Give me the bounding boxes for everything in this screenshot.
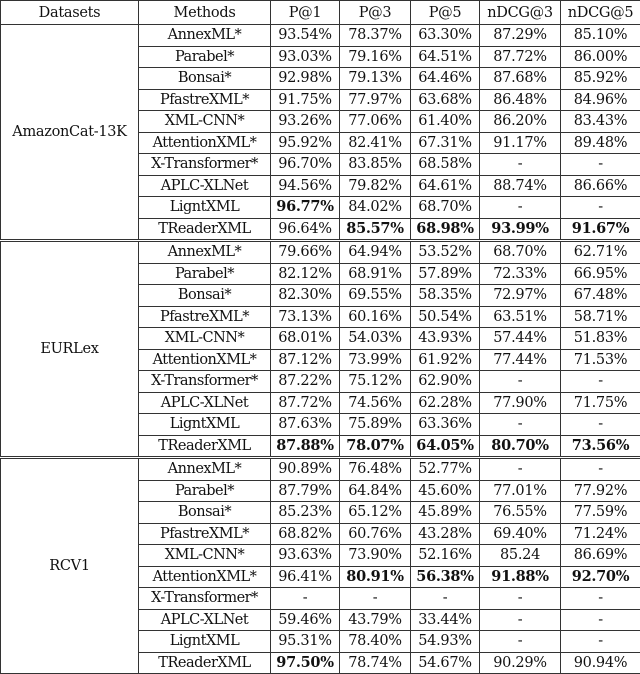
metric-cell: 87.72% bbox=[271, 392, 340, 414]
metric-cell: 63.68% bbox=[411, 89, 480, 111]
metric-cell: 64.94% bbox=[340, 241, 411, 264]
metric-cell: 87.68% bbox=[480, 68, 561, 90]
metric-cell: 63.30% bbox=[411, 25, 480, 47]
metric-cell: 72.33% bbox=[480, 263, 561, 285]
metric-cell: 85.24 bbox=[480, 545, 561, 567]
metric-cell: 90.94% bbox=[561, 652, 640, 674]
metric-cell: 78.07% bbox=[340, 435, 411, 458]
metric-cell: 43.93% bbox=[411, 328, 480, 350]
metric-cell: 89.48% bbox=[561, 132, 640, 154]
metric-cell: 77.01% bbox=[480, 480, 561, 502]
metric-cell: - bbox=[561, 458, 640, 481]
metric-cell: 64.61% bbox=[411, 175, 480, 197]
method-cell: AnnexML* bbox=[139, 25, 271, 47]
metric-cell: 79.66% bbox=[271, 241, 340, 264]
metric-cell: 96.64% bbox=[271, 218, 340, 241]
metric-cell: 68.01% bbox=[271, 328, 340, 350]
metric-cell: 67.31% bbox=[411, 132, 480, 154]
method-cell: TReaderXML bbox=[139, 218, 271, 241]
metric-cell: 80.91% bbox=[340, 566, 411, 588]
metric-cell: 68.91% bbox=[340, 263, 411, 285]
metric-cell: - bbox=[480, 631, 561, 653]
header-row bbox=[1, 1, 640, 25]
metric-cell: 95.31% bbox=[271, 631, 340, 653]
metric-cell: 95.92% bbox=[271, 132, 340, 154]
metric-cell: 54.93% bbox=[411, 631, 480, 653]
method-cell: APLC-XLNet bbox=[139, 392, 271, 414]
metric-cell: 43.79% bbox=[340, 609, 411, 631]
method-cell: APLC-XLNet bbox=[139, 175, 271, 197]
method-cell: TReaderXML bbox=[139, 435, 271, 458]
metric-cell: 84.96% bbox=[561, 89, 640, 111]
column-header: nDCG@3 bbox=[480, 1, 561, 25]
metric-cell: 64.84% bbox=[340, 480, 411, 502]
metric-cell: - bbox=[340, 588, 411, 610]
metric-cell: 86.00% bbox=[561, 46, 640, 68]
metric-cell: 64.05% bbox=[411, 435, 480, 458]
metric-cell: 82.12% bbox=[271, 263, 340, 285]
metric-cell: 62.90% bbox=[411, 371, 480, 393]
method-cell: PfastreXML* bbox=[139, 306, 271, 328]
metric-cell: - bbox=[561, 414, 640, 436]
metric-cell: - bbox=[480, 414, 561, 436]
metric-cell: 92.70% bbox=[561, 566, 640, 588]
metric-cell: 93.03% bbox=[271, 46, 340, 68]
metric-cell: 65.12% bbox=[340, 502, 411, 524]
metric-cell: 93.99% bbox=[480, 218, 561, 241]
column-header: Datasets bbox=[1, 1, 139, 25]
column-header: P@1 bbox=[271, 1, 340, 25]
column-header: Methods bbox=[139, 1, 271, 25]
metric-cell: 76.48% bbox=[340, 458, 411, 481]
metric-cell: - bbox=[561, 371, 640, 393]
metric-cell: 91.75% bbox=[271, 89, 340, 111]
column-header: P@3 bbox=[340, 1, 411, 25]
metric-cell: 87.22% bbox=[271, 371, 340, 393]
method-cell: Parabel* bbox=[139, 480, 271, 502]
method-cell: LigntXML bbox=[139, 631, 271, 653]
metric-cell: - bbox=[561, 154, 640, 176]
metric-cell: 92.98% bbox=[271, 68, 340, 90]
metric-cell: 76.55% bbox=[480, 502, 561, 524]
metric-cell: 50.54% bbox=[411, 306, 480, 328]
metric-cell: 77.06% bbox=[340, 111, 411, 133]
metric-cell: 56.38% bbox=[411, 566, 480, 588]
metric-cell: 86.69% bbox=[561, 545, 640, 567]
metric-cell: 33.44% bbox=[411, 609, 480, 631]
metric-cell: - bbox=[480, 371, 561, 393]
metric-cell: - bbox=[480, 154, 561, 176]
method-cell: Bonsai* bbox=[139, 285, 271, 307]
table-row bbox=[1, 241, 640, 264]
metric-cell: 68.70% bbox=[480, 241, 561, 264]
metric-cell: 75.89% bbox=[340, 414, 411, 436]
metric-cell: 53.52% bbox=[411, 241, 480, 264]
metric-cell: 85.10% bbox=[561, 25, 640, 47]
metric-cell: 57.89% bbox=[411, 263, 480, 285]
metric-cell: 83.43% bbox=[561, 111, 640, 133]
metric-cell: 74.56% bbox=[340, 392, 411, 414]
metric-cell: 69.55% bbox=[340, 285, 411, 307]
metric-cell: 87.63% bbox=[271, 414, 340, 436]
metric-cell: 96.77% bbox=[271, 197, 340, 219]
metric-cell: 77.44% bbox=[480, 349, 561, 371]
metric-cell: - bbox=[480, 197, 561, 219]
metric-cell: 78.74% bbox=[340, 652, 411, 674]
dataset-cell: AmazonCat-13K bbox=[1, 25, 139, 241]
metric-cell: 80.70% bbox=[480, 435, 561, 458]
metric-cell: 68.70% bbox=[411, 197, 480, 219]
metric-cell: 93.26% bbox=[271, 111, 340, 133]
dataset-cell: RCV1 bbox=[1, 458, 139, 674]
metric-cell: 88.74% bbox=[480, 175, 561, 197]
metric-cell: 58.71% bbox=[561, 306, 640, 328]
metric-cell: 90.89% bbox=[271, 458, 340, 481]
column-header: P@5 bbox=[411, 1, 480, 25]
method-cell: AttentionXML* bbox=[139, 349, 271, 371]
metric-cell: 72.97% bbox=[480, 285, 561, 307]
table-row bbox=[1, 25, 640, 47]
metric-cell: 78.37% bbox=[340, 25, 411, 47]
metric-cell: 85.57% bbox=[340, 218, 411, 241]
metric-cell: 87.88% bbox=[271, 435, 340, 458]
metric-cell: 86.20% bbox=[480, 111, 561, 133]
metric-cell: 79.82% bbox=[340, 175, 411, 197]
method-cell: APLC-XLNet bbox=[139, 609, 271, 631]
method-cell: Parabel* bbox=[139, 46, 271, 68]
method-cell: X-Transformer* bbox=[139, 588, 271, 610]
metric-cell: 77.90% bbox=[480, 392, 561, 414]
metric-cell: 68.58% bbox=[411, 154, 480, 176]
dataset-cell: EURLex bbox=[1, 241, 139, 458]
metric-cell: 84.02% bbox=[340, 197, 411, 219]
metric-cell: 67.48% bbox=[561, 285, 640, 307]
method-cell: Bonsai* bbox=[139, 68, 271, 90]
metric-cell: 52.16% bbox=[411, 545, 480, 567]
metric-cell: 45.60% bbox=[411, 480, 480, 502]
metric-cell: 93.63% bbox=[271, 545, 340, 567]
metric-cell: 75.12% bbox=[340, 371, 411, 393]
metric-cell: 64.46% bbox=[411, 68, 480, 90]
metric-cell: 85.92% bbox=[561, 68, 640, 90]
metric-cell: - bbox=[480, 588, 561, 610]
table-row bbox=[1, 458, 640, 481]
metric-cell: 71.24% bbox=[561, 523, 640, 545]
method-cell: XML-CNN* bbox=[139, 111, 271, 133]
metric-cell: 51.83% bbox=[561, 328, 640, 350]
method-cell: LigntXML bbox=[139, 414, 271, 436]
method-cell: Parabel* bbox=[139, 263, 271, 285]
metric-cell: 82.30% bbox=[271, 285, 340, 307]
metric-cell: 77.97% bbox=[340, 89, 411, 111]
method-cell: PfastreXML* bbox=[139, 523, 271, 545]
metric-cell: - bbox=[480, 458, 561, 481]
metric-cell: - bbox=[271, 588, 340, 610]
metric-cell: 73.99% bbox=[340, 349, 411, 371]
metric-cell: 71.75% bbox=[561, 392, 640, 414]
metric-cell: 87.29% bbox=[480, 25, 561, 47]
metric-cell: 86.48% bbox=[480, 89, 561, 111]
metric-cell: 90.29% bbox=[480, 652, 561, 674]
metric-cell: 61.40% bbox=[411, 111, 480, 133]
metric-cell: 59.46% bbox=[271, 609, 340, 631]
metric-cell: 77.59% bbox=[561, 502, 640, 524]
metric-cell: 57.44% bbox=[480, 328, 561, 350]
metric-cell: 52.77% bbox=[411, 458, 480, 481]
method-cell: PfastreXML* bbox=[139, 89, 271, 111]
metric-cell: 64.51% bbox=[411, 46, 480, 68]
metric-cell: 83.85% bbox=[340, 154, 411, 176]
metric-cell: 54.03% bbox=[340, 328, 411, 350]
method-cell: X-Transformer* bbox=[139, 154, 271, 176]
metric-cell: 73.13% bbox=[271, 306, 340, 328]
metric-cell: 69.40% bbox=[480, 523, 561, 545]
metric-cell: 45.89% bbox=[411, 502, 480, 524]
metric-cell: 96.70% bbox=[271, 154, 340, 176]
metric-cell: 78.40% bbox=[340, 631, 411, 653]
metric-cell: 58.35% bbox=[411, 285, 480, 307]
method-cell: AttentionXML* bbox=[139, 566, 271, 588]
method-cell: AnnexML* bbox=[139, 458, 271, 481]
metric-cell: 79.16% bbox=[340, 46, 411, 68]
metric-cell: 61.92% bbox=[411, 349, 480, 371]
method-cell: LigntXML bbox=[139, 197, 271, 219]
metric-cell: 54.67% bbox=[411, 652, 480, 674]
metric-cell: 97.50% bbox=[271, 652, 340, 674]
method-cell: AnnexML* bbox=[139, 241, 271, 264]
metric-cell: 93.54% bbox=[271, 25, 340, 47]
metric-cell: 63.36% bbox=[411, 414, 480, 436]
method-cell: TReaderXML bbox=[139, 652, 271, 674]
metric-cell: 96.41% bbox=[271, 566, 340, 588]
metric-cell: 63.51% bbox=[480, 306, 561, 328]
metric-cell: 85.23% bbox=[271, 502, 340, 524]
metric-cell: 79.13% bbox=[340, 68, 411, 90]
metric-cell: 43.28% bbox=[411, 523, 480, 545]
metric-cell: - bbox=[561, 631, 640, 653]
metric-cell: 60.16% bbox=[340, 306, 411, 328]
metric-cell: 87.79% bbox=[271, 480, 340, 502]
metric-cell: 68.98% bbox=[411, 218, 480, 241]
metric-cell: 66.95% bbox=[561, 263, 640, 285]
metric-cell: 62.28% bbox=[411, 392, 480, 414]
column-header: nDCG@5 bbox=[561, 1, 640, 25]
metric-cell: - bbox=[411, 588, 480, 610]
metric-cell: 77.92% bbox=[561, 480, 640, 502]
metric-cell: 68.82% bbox=[271, 523, 340, 545]
metric-cell: 71.53% bbox=[561, 349, 640, 371]
method-cell: AttentionXML* bbox=[139, 132, 271, 154]
metric-cell: 94.56% bbox=[271, 175, 340, 197]
metric-cell: 87.12% bbox=[271, 349, 340, 371]
method-cell: XML-CNN* bbox=[139, 328, 271, 350]
metric-cell: - bbox=[480, 609, 561, 631]
metric-cell: - bbox=[561, 588, 640, 610]
metric-cell: 82.41% bbox=[340, 132, 411, 154]
metric-cell: - bbox=[561, 609, 640, 631]
method-cell: Bonsai* bbox=[139, 502, 271, 524]
metric-cell: 62.71% bbox=[561, 241, 640, 264]
metric-cell: 86.66% bbox=[561, 175, 640, 197]
method-cell: XML-CNN* bbox=[139, 545, 271, 567]
metric-cell: 73.90% bbox=[340, 545, 411, 567]
method-cell: X-Transformer* bbox=[139, 371, 271, 393]
metric-cell: 91.67% bbox=[561, 218, 640, 241]
metric-cell: 87.72% bbox=[480, 46, 561, 68]
metric-cell: 60.76% bbox=[340, 523, 411, 545]
metric-cell: - bbox=[561, 197, 640, 219]
metric-cell: 73.56% bbox=[561, 435, 640, 458]
metric-cell: 91.88% bbox=[480, 566, 561, 588]
metric-cell: 91.17% bbox=[480, 132, 561, 154]
